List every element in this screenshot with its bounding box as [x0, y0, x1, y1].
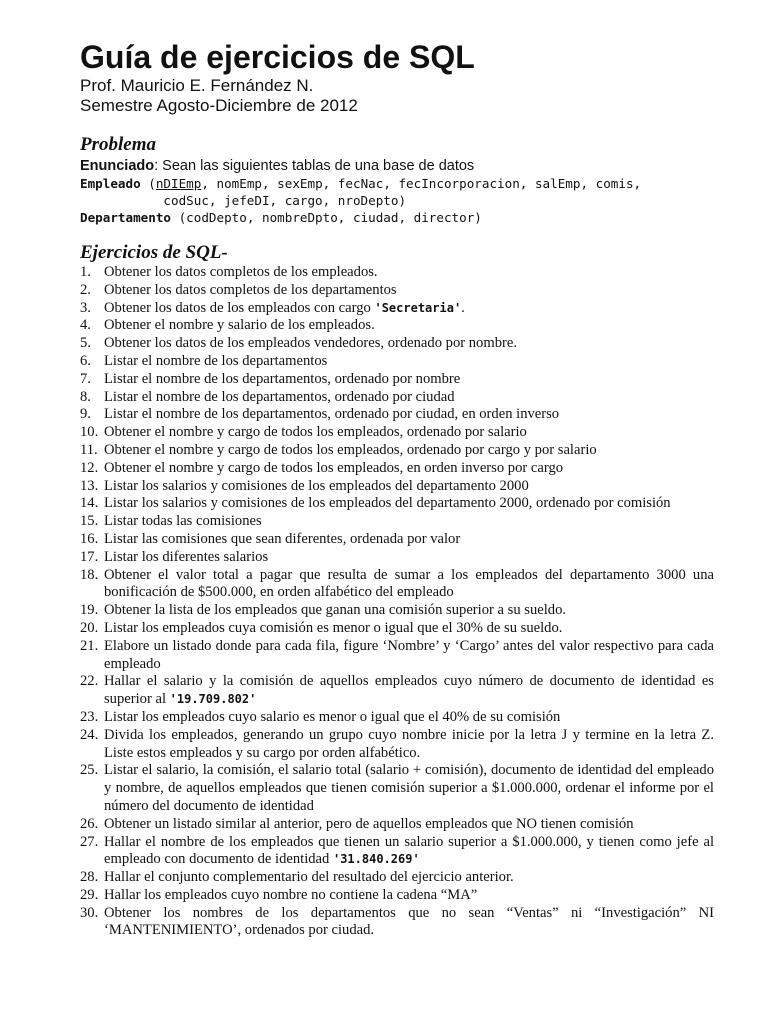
exercise-text — [104, 531, 714, 549]
empleado-primary-key: nDIEmp — [155, 176, 202, 191]
exercise-text-part: Listar los empleados cuya comisión es menor o igual que el 30% de su sueldo. — [104, 619, 563, 636]
exercise-text-part: Obtener los datos completos de los departamentos — [104, 281, 397, 298]
exercise-text-part: Obtener el valor total a pagar que resulta de sumar a los empleados del departamento 3000 una bonificación de $500.000, en orden alfabético del empleado — [104, 566, 714, 601]
sql-literal: 'Secretaria' — [374, 300, 462, 315]
semester-line: Semestre Agosto-Diciembre de 2012 — [80, 96, 358, 115]
exercise-item — [80, 335, 714, 353]
exercise-text — [104, 424, 714, 442]
exercise-text-part: Obtener los datos de los empleados vendedores, ordenado por nombre. — [104, 335, 517, 352]
exercise-text-part: Obtener un listado similar al anterior, pero de aquellos empleados que NO tienen comisión — [104, 815, 634, 832]
empleado-open-paren: ( — [140, 176, 156, 191]
exercise-text — [104, 406, 714, 424]
exercises-heading: Ejercicios de SQL- — [80, 242, 228, 263]
exercise-number: 28. — [80, 869, 99, 886]
exercise-text — [104, 300, 714, 318]
exercise-number: 11. — [80, 441, 98, 458]
exercise-item — [80, 406, 714, 424]
exercise-number: 13. — [80, 477, 99, 494]
exercise-item — [80, 389, 714, 407]
exercise-text — [104, 673, 714, 709]
exercise-text — [104, 478, 714, 496]
exercise-number: 19. — [80, 602, 99, 619]
exercise-item — [80, 834, 714, 870]
exercise-text-part: Hallar el nombre de los empleados que tienen un salario superior a $1.000.000, y tienen como jefe al empleado con documento de identidad — [104, 833, 714, 868]
exercise-number: 6. — [80, 352, 91, 369]
exercise-item — [80, 353, 714, 371]
exercise-number: 16. — [80, 530, 99, 547]
exercise-item — [80, 282, 714, 300]
exercise-text — [104, 887, 714, 905]
exercise-text — [104, 727, 714, 763]
exercise-number: 9. — [80, 406, 91, 423]
empleado-fields-line2: codSuc, jefeDI, cargo, nroDepto) — [80, 193, 407, 208]
exercise-number: 22. — [80, 673, 99, 690]
exercise-item — [80, 531, 714, 549]
departamento-fields: (codDepto, nombreDpto, ciudad, director) — [171, 210, 482, 225]
exercise-number: 21. — [80, 637, 99, 654]
exercise-number: 10. — [80, 424, 99, 441]
exercise-number: 23. — [80, 708, 99, 725]
exercise-item — [80, 495, 714, 513]
exercise-text — [104, 513, 714, 531]
exercise-text — [104, 869, 714, 887]
exercise-text-part: Listar los salarios y comisiones de los empleados del departamento 2000 — [104, 477, 529, 494]
exercise-item — [80, 549, 714, 567]
statement-label: Enunciado — [80, 158, 155, 174]
exercise-number: 26. — [80, 815, 99, 832]
exercise-text — [104, 371, 714, 389]
exercise-text-part: Listar los empleados cuyo salario es menor o igual que el 40% de su comisión — [104, 708, 561, 725]
exercise-item — [80, 513, 714, 531]
exercise-number: 7. — [80, 370, 91, 387]
exercise-item — [80, 709, 714, 727]
document-page — [80, 38, 714, 940]
exercise-text — [104, 567, 714, 603]
exercise-text — [104, 834, 714, 870]
empleado-table-name: Empleado — [80, 176, 141, 191]
exercise-text — [104, 620, 714, 638]
exercise-text — [104, 549, 714, 567]
exercise-text — [104, 816, 714, 834]
exercise-number: 24. — [80, 726, 99, 743]
exercise-text-part: Hallar el salario y la comisión de aquellos empleados cuyo número de documento de identidad es superior al — [104, 673, 714, 708]
exercise-number: 15. — [80, 513, 99, 530]
sql-literal: '19.709.802' — [169, 692, 257, 707]
exercise-item — [80, 816, 714, 834]
exercise-item — [80, 727, 714, 763]
exercise-text-part: Obtener el nombre y cargo de todos los empleados, ordenado por salario — [104, 424, 527, 441]
exercise-number: 3. — [80, 299, 91, 316]
exercise-text — [104, 638, 714, 674]
exercise-item — [80, 371, 714, 389]
exercise-text-part: Listar los salarios y comisiones de los empleados del departamento 2000, ordenado por comisión — [104, 495, 671, 512]
exercise-text — [104, 495, 714, 513]
empleado-fields-line1: , nomEmp, sexEmp, fecNac, fecIncorporacion, salEmp, comis, — [201, 176, 642, 191]
exercise-text-part: Elabore un listado donde para cada fila, figure ‘Nombre’ y ‘Cargo’ antes del valor respectivo para cada empleado — [104, 637, 714, 672]
empleado-schema — [80, 175, 714, 192]
exercise-number: 30. — [80, 904, 99, 921]
exercise-text-part: Listar las comisiones que sean diferentes, ordenada por valor — [104, 530, 461, 547]
exercise-text — [104, 602, 714, 620]
exercise-item — [80, 424, 714, 442]
exercise-text-part: Listar los diferentes salarios — [104, 548, 269, 565]
exercise-text — [104, 317, 714, 335]
exercise-item — [80, 762, 714, 815]
exercise-item — [80, 869, 714, 887]
exercise-item — [80, 478, 714, 496]
exercise-number: 8. — [80, 388, 91, 405]
exercise-number: 20. — [80, 619, 99, 636]
exercise-text — [104, 709, 714, 727]
exercise-item — [80, 638, 714, 674]
exercise-text-part: Listar el nombre de los departamentos, ordenado por ciudad — [104, 388, 455, 405]
exercise-text-part: Listar el nombre de los departamentos, ordenado por nombre — [104, 370, 461, 387]
exercise-number: 14. — [80, 495, 99, 512]
exercise-number: 25. — [80, 762, 99, 779]
exercise-text-part: Listar el nombre de los departamentos — [104, 352, 328, 369]
exercise-text — [104, 335, 714, 353]
exercise-text — [104, 762, 714, 815]
exercise-text-part: Obtener el nombre y cargo de todos los empleados, en orden inverso por cargo — [104, 459, 564, 476]
exercise-item — [80, 317, 714, 335]
exercise-number: 27. — [80, 833, 99, 850]
exercise-text-part: Obtener el nombre y cargo de todos los empleados, ordenado por cargo y por salario — [104, 441, 597, 458]
document-title: Guía de ejercicios de SQL — [80, 39, 475, 75]
exercise-item — [80, 602, 714, 620]
departamento-schema — [80, 209, 714, 226]
exercise-text-part: Divida los empleados, generando un grupo cuyo nombre inicie por la letra J y termine en la letra Z. Liste estos empleados y su cargo por orden alfabético. — [104, 726, 714, 761]
exercise-text-part: Obtener los datos de los empleados con cargo — [104, 299, 375, 316]
exercise-text — [104, 389, 714, 407]
exercise-item — [80, 620, 714, 638]
exercise-text-part: Obtener el nombre y salario de los empleados. — [104, 317, 375, 334]
exercise-number: 5. — [80, 335, 91, 352]
exercise-text — [104, 282, 714, 300]
exercise-number: 18. — [80, 566, 99, 583]
exercise-item — [80, 673, 714, 709]
departamento-table-name: Departamento — [80, 210, 171, 225]
statement-text: : Sean las siguientes tablas de una base de datos — [154, 158, 475, 174]
exercise-text-part: Listar el nombre de los departamentos, ordenado por ciudad, en orden inverso — [104, 406, 560, 423]
exercise-text-part: Listar todas las comisiones — [104, 513, 262, 530]
sql-literal: '31.840.269' — [332, 852, 420, 867]
exercise-item — [80, 264, 714, 282]
exercise-text — [104, 905, 714, 941]
exercise-number: 1. — [80, 264, 91, 280]
exercise-item — [80, 905, 714, 941]
exercise-item — [80, 300, 714, 318]
author-line: Prof. Mauricio E. Fernández N. — [80, 76, 314, 95]
exercise-item — [80, 442, 714, 460]
exercise-text-part: Obtener la lista de los empleados que ganan una comisión superior a su sueldo. — [104, 602, 567, 619]
exercise-item — [80, 567, 714, 603]
exercise-number: 17. — [80, 548, 99, 565]
exercise-number: 12. — [80, 459, 99, 476]
exercise-item — [80, 887, 714, 905]
exercise-text-part: Obtener los nombres de los departamentos que no sean “Ventas” ni “Investigación” NI ‘MANTENIMIENTO’, ordenados por ciudad. — [104, 904, 714, 939]
exercise-number: 29. — [80, 886, 99, 903]
exercise-text-part: . — [461, 299, 465, 316]
exercise-text-part: Listar el salario, la comisión, el salario total (salario + comisión), documento de identidad del empleado y nombre, de aquellos empleados que tienen comisión superior a $1.000.000, ordenar el informe por el número del documento de identidad — [104, 762, 714, 814]
exercise-text-part: Hallar los empleados cuyo nombre no contiene la cadena “MA” — [104, 886, 478, 903]
exercise-number: 4. — [80, 317, 91, 334]
problem-statement — [80, 157, 714, 175]
exercise-item — [80, 460, 714, 478]
problem-heading: Problema — [80, 134, 156, 155]
exercise-list — [80, 264, 714, 940]
exercise-text-part: Hallar el conjunto complementario del resultado del ejercicio anterior. — [104, 869, 514, 886]
exercise-number: 2. — [80, 281, 91, 298]
exercise-text — [104, 353, 714, 371]
exercise-text — [104, 460, 714, 478]
exercise-text-part: Obtener los datos completos de los empleados. — [104, 264, 378, 280]
exercise-text — [104, 264, 714, 282]
exercise-text — [104, 442, 714, 460]
